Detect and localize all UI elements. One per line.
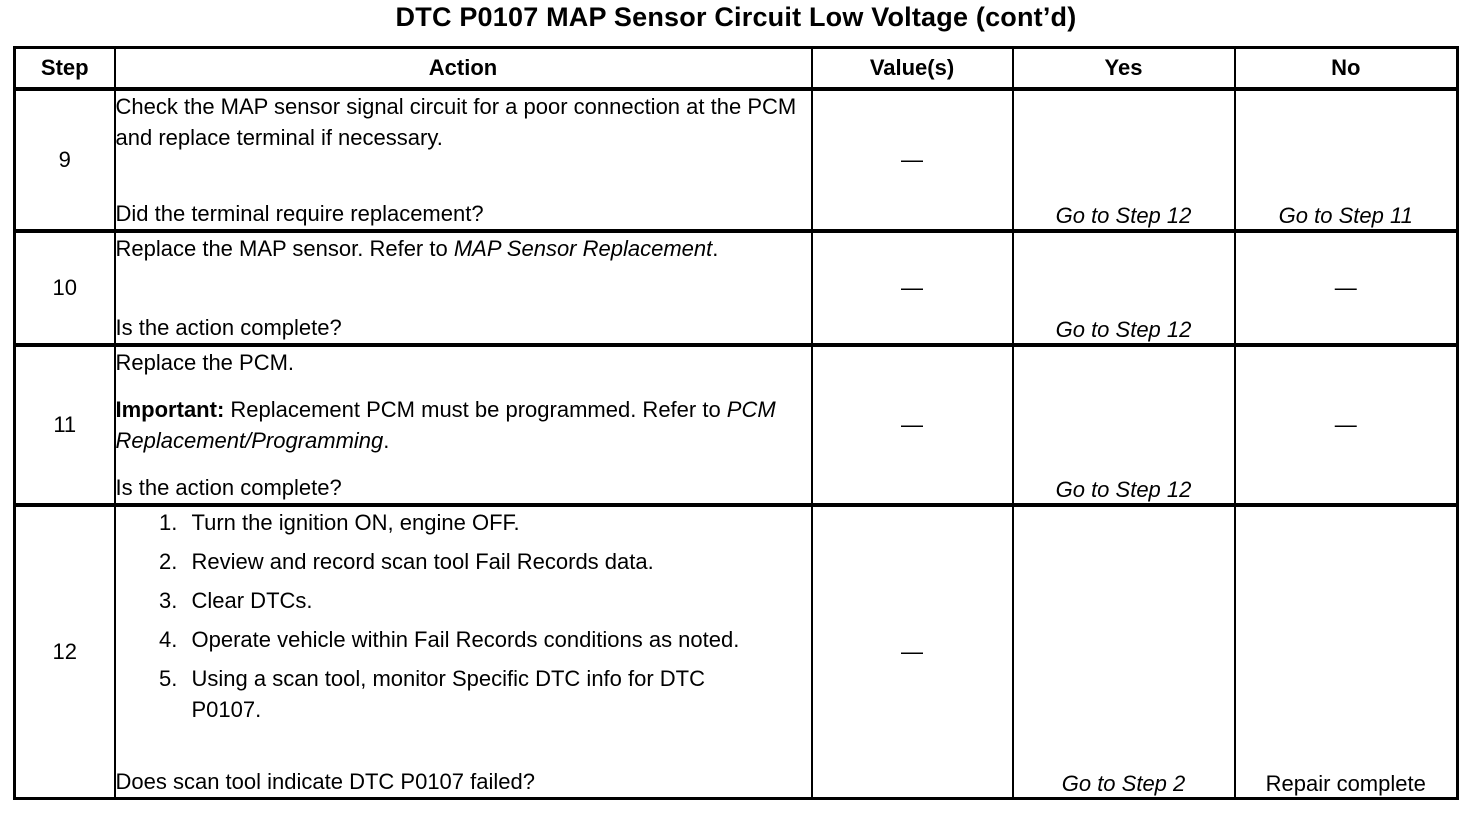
values-cell (812, 505, 1013, 799)
action-text-part: Replace the MAP sensor. Refer to (115, 236, 454, 261)
no-result: Repair complete (1265, 771, 1426, 796)
no-cell (1235, 89, 1458, 231)
procedure-list (116, 507, 811, 733)
action-cell (115, 345, 812, 505)
yes-link[interactable]: Go to Step 2 (1061, 771, 1186, 796)
list-item: 1. Turn the ignition ON, engine OFF. (184, 507, 811, 538)
step-number: 12 (15, 505, 115, 799)
no-cell (1235, 231, 1458, 345)
yes-cell (1013, 345, 1235, 505)
yes-link[interactable]: Go to Step 12 (1055, 317, 1192, 342)
values-dash: — (901, 275, 923, 300)
no-dash: — (1334, 412, 1357, 437)
list-item: 2. Review and record scan tool Fail Records data. (184, 546, 811, 577)
table-row-step-11 (15, 345, 1458, 505)
action-question: Is the action complete? (115, 475, 342, 500)
values-dash: — (901, 412, 923, 437)
table-row-step-12 (15, 505, 1458, 799)
important-note (116, 394, 811, 456)
action-text: Replace the PCM. (115, 350, 295, 375)
action-question: Is the action complete? (115, 315, 342, 340)
page-title: DTC P0107 MAP Sensor Circuit Low Voltage (cont’d) (395, 2, 1077, 32)
list-item: 5. Using a scan tool, monitor Specific DTC info for DTC P0107. (184, 663, 811, 725)
list-item: 4. Operate vehicle within Fail Records conditions as noted. (184, 624, 811, 655)
reference-link[interactable]: PCM Replacement/Programming (115, 397, 776, 453)
action-cell (115, 231, 812, 345)
action-text-end: . (712, 236, 719, 261)
diagnostic-table (13, 46, 1459, 800)
reference-link[interactable]: MAP Sensor Replacement (453, 236, 713, 261)
yes-cell (1013, 505, 1235, 799)
table-header-row (15, 48, 1458, 90)
yes-cell (1013, 231, 1235, 345)
important-label: Important: (115, 397, 225, 422)
no-cell (1235, 505, 1458, 799)
header-no: No (1235, 48, 1458, 90)
yes-cell (1013, 89, 1235, 231)
values-dash: — (901, 147, 923, 172)
important-text: Replacement PCM must be programmed. Refer to (224, 397, 727, 422)
header-step: Step (15, 48, 115, 90)
important-end: . (383, 428, 390, 453)
no-cell (1235, 345, 1458, 505)
values-dash: — (901, 639, 923, 664)
action-cell (115, 89, 812, 231)
action-cell (115, 505, 812, 799)
yes-link[interactable]: Go to Step 12 (1055, 203, 1192, 228)
values-cell (812, 345, 1013, 505)
table-row-step-10 (15, 231, 1458, 345)
yes-link[interactable]: Go to Step 12 (1055, 477, 1192, 502)
action-text (116, 233, 811, 264)
header-yes: Yes (1013, 48, 1235, 90)
header-action: Action (115, 48, 812, 90)
table-row-step-9 (15, 89, 1458, 231)
step-number: 11 (15, 345, 115, 505)
action-question: Does scan tool indicate DTC P0107 failed? (115, 769, 535, 794)
values-cell (812, 89, 1013, 231)
header-values: Value(s) (812, 48, 1013, 90)
values-cell (812, 231, 1013, 345)
action-text: Check the MAP sensor signal circuit for a poor connection at the PCM and replace terminal if necessary. (115, 94, 797, 150)
action-question: Did the terminal require replacement? (115, 201, 484, 226)
step-number: 10 (15, 231, 115, 345)
no-dash: — (1334, 275, 1357, 300)
no-link[interactable]: Go to Step 11 (1278, 203, 1413, 228)
list-item: 3. Clear DTCs. (184, 585, 811, 616)
step-number: 9 (15, 89, 115, 231)
